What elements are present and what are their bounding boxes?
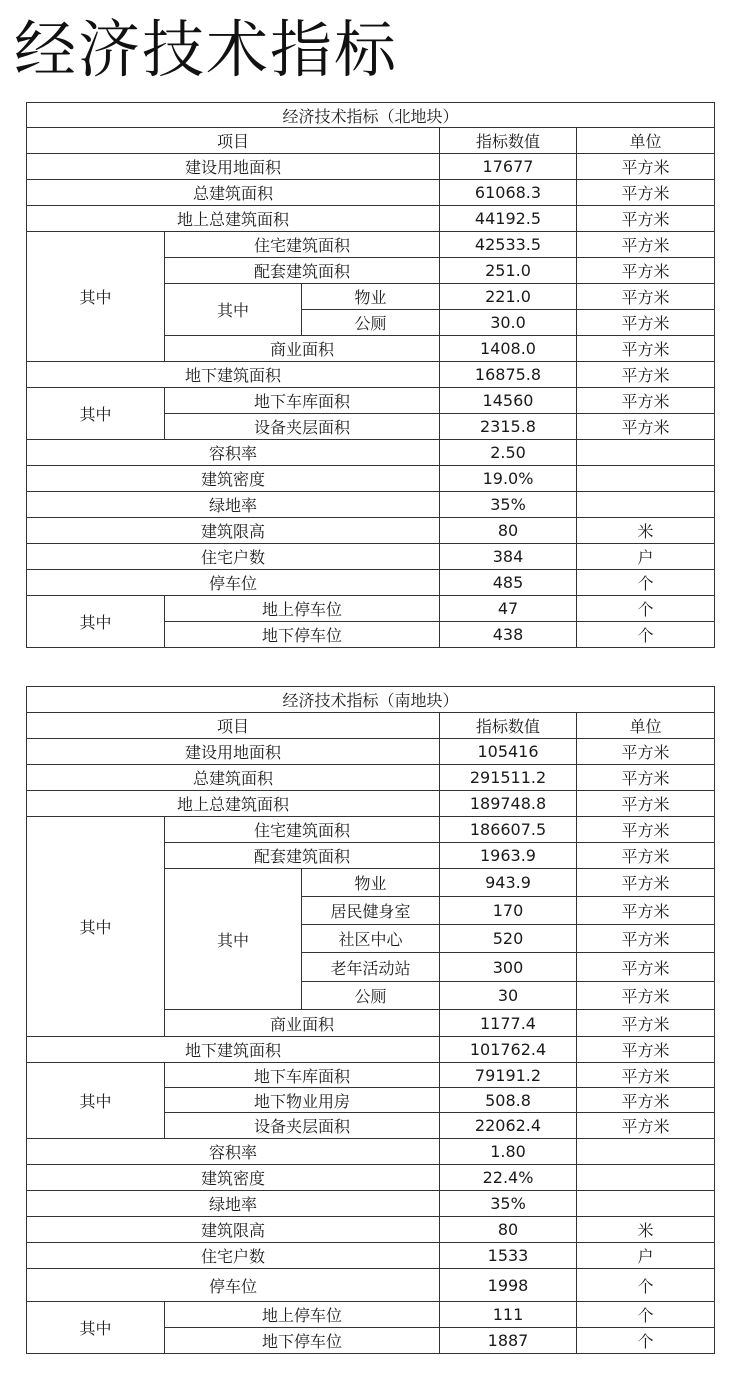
table-row: [27, 362, 715, 388]
row-unit: 户: [577, 544, 715, 570]
row-label: 地下停车位: [165, 622, 440, 648]
row-label: 地下停车位: [165, 1328, 440, 1354]
group-label: 其中: [27, 596, 165, 648]
row-label: 容积率: [27, 1139, 440, 1165]
header-item: 项目: [27, 128, 440, 154]
row-unit: 平方米: [577, 180, 715, 206]
table-row: [27, 739, 715, 765]
table-row: [27, 817, 715, 843]
row-label: 地下车库面积: [165, 388, 440, 414]
subgroup-label: 其中: [165, 284, 302, 336]
row-value: 1998: [440, 1269, 577, 1302]
row-unit: 平方米: [577, 336, 715, 362]
row-unit: 平方米: [577, 1037, 715, 1063]
row-label: 公厕: [302, 982, 440, 1010]
row-value: 438: [440, 622, 577, 648]
row-value: 1408.0: [440, 336, 577, 362]
table-row: [27, 1217, 715, 1243]
row-label: 商业面积: [165, 1010, 440, 1037]
row-value: 30: [440, 982, 577, 1010]
row-label: 公厕: [302, 310, 440, 336]
row-label: 住宅户数: [27, 1243, 440, 1269]
group-label: 其中: [27, 388, 165, 440]
row-unit: 个: [577, 1328, 715, 1354]
table-row: [27, 1063, 715, 1088]
row-unit: 平方米: [577, 154, 715, 180]
group-label: 其中: [27, 1063, 165, 1139]
table-caption-row: [27, 103, 715, 128]
row-unit: [577, 1165, 715, 1191]
row-value: 170: [440, 897, 577, 925]
row-label: 地上停车位: [165, 596, 440, 622]
group-label: 其中: [27, 232, 165, 362]
row-unit: 平方米: [577, 388, 715, 414]
row-label: 总建筑面积: [27, 180, 440, 206]
row-unit: 平方米: [577, 817, 715, 843]
header-item: 项目: [27, 713, 440, 739]
row-label: 物业: [302, 284, 440, 310]
row-label: 建设用地面积: [27, 154, 440, 180]
row-unit: 平方米: [577, 362, 715, 388]
row-unit: 个: [577, 570, 715, 596]
row-value: 47: [440, 596, 577, 622]
row-value: 35%: [440, 1191, 577, 1217]
row-label: 地上总建筑面积: [27, 206, 440, 232]
row-value: 300: [440, 953, 577, 982]
row-value: 30.0: [440, 310, 577, 336]
south-plot-table: [26, 686, 715, 1354]
row-unit: 平方米: [577, 206, 715, 232]
subgroup-label: 其中: [165, 869, 302, 1010]
row-label: 地下建筑面积: [27, 1037, 440, 1063]
row-value: 35%: [440, 492, 577, 518]
row-unit: 平方米: [577, 1088, 715, 1113]
row-value: 221.0: [440, 284, 577, 310]
row-label: 绿地率: [27, 492, 440, 518]
header-row: [27, 128, 715, 154]
row-unit: 平方米: [577, 1063, 715, 1088]
row-label: 地下建筑面积: [27, 362, 440, 388]
row-value: 19.0%: [440, 466, 577, 492]
row-unit: [577, 466, 715, 492]
row-label: 地下物业用房: [165, 1088, 440, 1113]
table-caption-row: [27, 687, 715, 713]
row-value: 111: [440, 1302, 577, 1328]
row-unit: 米: [577, 518, 715, 544]
row-label: 地上停车位: [165, 1302, 440, 1328]
row-label: 配套建筑面积: [165, 258, 440, 284]
row-unit: 个: [577, 596, 715, 622]
row-label: 住宅建筑面积: [165, 817, 440, 843]
row-label: 停车位: [27, 570, 440, 596]
row-unit: 平方米: [577, 414, 715, 440]
row-unit: 平方米: [577, 258, 715, 284]
row-value: 1963.9: [440, 843, 577, 869]
row-unit: 平方米: [577, 897, 715, 925]
row-unit: 米: [577, 1217, 715, 1243]
row-label: 社区中心: [302, 925, 440, 953]
row-value: 79191.2: [440, 1063, 577, 1088]
row-unit: 个: [577, 1302, 715, 1328]
header-row: [27, 713, 715, 739]
row-label: 商业面积: [165, 336, 440, 362]
table-row: [27, 466, 715, 492]
table-row: [27, 765, 715, 791]
table-row: [27, 544, 715, 570]
row-value: 61068.3: [440, 180, 577, 206]
row-value: 485: [440, 570, 577, 596]
table-row: [27, 440, 715, 466]
row-unit: 个: [577, 622, 715, 648]
group-label: 其中: [27, 817, 165, 1037]
row-value: 44192.5: [440, 206, 577, 232]
row-label: 老年活动站: [302, 953, 440, 982]
row-value: 384: [440, 544, 577, 570]
header-unit: 单位: [577, 128, 715, 154]
row-label: 总建筑面积: [27, 765, 440, 791]
row-unit: 平方米: [577, 843, 715, 869]
row-unit: 平方米: [577, 1010, 715, 1037]
table-row: [27, 1139, 715, 1165]
table-row: [27, 180, 715, 206]
header-unit: 单位: [577, 713, 715, 739]
row-value: 1533: [440, 1243, 577, 1269]
row-label: 设备夹层面积: [165, 414, 440, 440]
table-row: [27, 570, 715, 596]
row-unit: 个: [577, 1269, 715, 1302]
row-unit: [577, 1139, 715, 1165]
row-label: 设备夹层面积: [165, 1113, 440, 1139]
row-unit: 平方米: [577, 284, 715, 310]
row-unit: 平方米: [577, 953, 715, 982]
row-value: 80: [440, 518, 577, 544]
row-value: 1.80: [440, 1139, 577, 1165]
row-value: 42533.5: [440, 232, 577, 258]
north-plot-table: [26, 102, 715, 648]
table-row: [27, 388, 715, 414]
row-unit: 平方米: [577, 925, 715, 953]
table-row: [27, 1165, 715, 1191]
row-unit: 平方米: [577, 982, 715, 1010]
table-row: [27, 1302, 715, 1328]
row-value: 508.8: [440, 1088, 577, 1113]
row-value: 14560: [440, 388, 577, 414]
row-value: 105416: [440, 739, 577, 765]
row-unit: 平方米: [577, 791, 715, 817]
row-unit: [577, 1191, 715, 1217]
row-value: 2.50: [440, 440, 577, 466]
table-row: [27, 154, 715, 180]
row-value: 186607.5: [440, 817, 577, 843]
header-value: 指标数值: [440, 713, 577, 739]
row-value: 101762.4: [440, 1037, 577, 1063]
row-label: 建筑限高: [27, 518, 440, 544]
row-label: 地下车库面积: [165, 1063, 440, 1088]
row-unit: 平方米: [577, 232, 715, 258]
table-caption: 经济技术指标（北地块）: [27, 103, 715, 128]
row-value: 16875.8: [440, 362, 577, 388]
table-row: [27, 492, 715, 518]
row-unit: 平方米: [577, 765, 715, 791]
row-label: 居民健身室: [302, 897, 440, 925]
header-value: 指标数值: [440, 128, 577, 154]
row-label: 地上总建筑面积: [27, 791, 440, 817]
row-label: 建筑密度: [27, 466, 440, 492]
table-row: [27, 1269, 715, 1302]
row-unit: 平方米: [577, 310, 715, 336]
row-label: 容积率: [27, 440, 440, 466]
row-value: 520: [440, 925, 577, 953]
row-value: 80: [440, 1217, 577, 1243]
table-row: [27, 518, 715, 544]
row-value: 291511.2: [440, 765, 577, 791]
row-value: 943.9: [440, 869, 577, 897]
row-value: 2315.8: [440, 414, 577, 440]
row-label: 建筑密度: [27, 1165, 440, 1191]
row-unit: 平方米: [577, 869, 715, 897]
row-label: 物业: [302, 869, 440, 897]
row-label: 建设用地面积: [27, 739, 440, 765]
row-label: 绿地率: [27, 1191, 440, 1217]
row-unit: 平方米: [577, 1113, 715, 1139]
table-row: [27, 1243, 715, 1269]
row-value: 22.4%: [440, 1165, 577, 1191]
row-value: 251.0: [440, 258, 577, 284]
table-caption: 经济技术指标（南地块）: [27, 687, 715, 713]
table-row: [27, 596, 715, 622]
table-row: [27, 1191, 715, 1217]
row-value: 1887: [440, 1328, 577, 1354]
row-label: 建筑限高: [27, 1217, 440, 1243]
table-row: [27, 232, 715, 258]
table-row: [27, 206, 715, 232]
page-title: 经济技术指标: [14, 13, 399, 86]
table-row: [27, 1037, 715, 1063]
row-label: 配套建筑面积: [165, 843, 440, 869]
row-unit: 户: [577, 1243, 715, 1269]
row-label: 停车位: [27, 1269, 440, 1302]
row-value: 22062.4: [440, 1113, 577, 1139]
group-label: 其中: [27, 1302, 165, 1354]
row-label: 住宅户数: [27, 544, 440, 570]
row-unit: [577, 440, 715, 466]
row-value: 189748.8: [440, 791, 577, 817]
row-unit: 平方米: [577, 739, 715, 765]
row-label: 住宅建筑面积: [165, 232, 440, 258]
row-value: 17677: [440, 154, 577, 180]
row-value: 1177.4: [440, 1010, 577, 1037]
table-row: [27, 791, 715, 817]
row-unit: [577, 492, 715, 518]
